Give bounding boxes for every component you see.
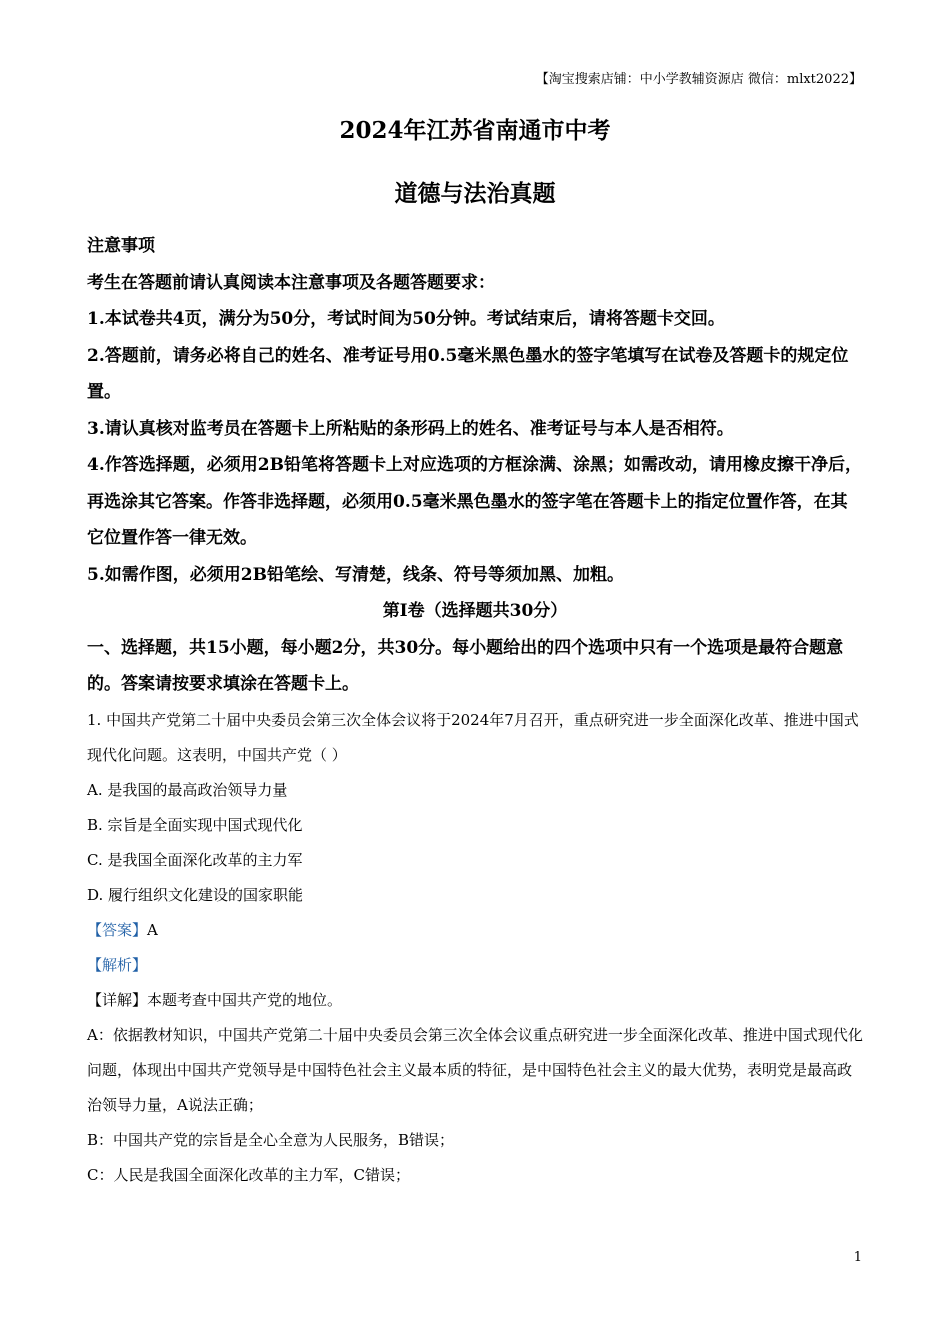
answer-line bbox=[87, 913, 863, 948]
option-a: A. 是我国的最高政治领导力量 bbox=[87, 780, 288, 799]
notice-item: 2.答题前，请务必将自己的姓名、准考证号用0.5毫米黑色墨水的签字笔填写在试卷及答题卡的规定位置。 bbox=[87, 345, 849, 402]
notice-heading: 注意事项 bbox=[87, 236, 155, 256]
document-body bbox=[87, 228, 863, 1193]
section-instruction: 一、选择题，共15小题，每小题2分，共30分。每小题给出的四个选项中只有一个选项是最符合题意的。答案请按要求填涂在答题卡上。 bbox=[87, 637, 844, 694]
notice-intro: 考生在答题前请认真阅读本注意事项及各题答题要求： bbox=[87, 272, 495, 293]
notice-item: 3.请认真核对监考员在答题卡上所粘贴的条形码上的姓名、准考证号与本人是否相符。 bbox=[87, 418, 734, 439]
analysis-tag: 【解析】 bbox=[87, 955, 148, 974]
explanation-a: A：依据教材知识，中国共产党第二十届中央委员会第三次全体会议重点研究进一步全面深化改革、推进中国式现代化问题，体现出中国共产党领导是中国特色社会主义最本质的特征，是中国特色社会主义的最大优势，表明党是最高政治领导力量，A说法正确； bbox=[87, 1025, 863, 1114]
explanation-c: C：人民是我国全面深化改革的主力军，C错误； bbox=[87, 1165, 410, 1184]
detail-line: 【详解】本题考查中国共产党的地位。 bbox=[87, 990, 343, 1009]
question-stem: 1. 中国共产党第二十届中央委员会第三次全体会议将于2024年7月召开，重点研究进一步全面深化改革、推进中国式现代化问题。这表明，中国共产党（ ） bbox=[87, 710, 859, 764]
explanation-b: B：中国共产党的宗旨是全心全意为人民服务，B错误； bbox=[87, 1130, 455, 1149]
notice-item: 1.本试卷共4页，满分为50分，考试时间为50分钟。考试结束后，请将答题卡交回。 bbox=[87, 309, 725, 329]
option-c: C. 是我国全面深化改革的主力军 bbox=[87, 850, 303, 869]
answer-value: A bbox=[147, 920, 158, 939]
section-title: 第Ⅰ卷（选择题共30分） bbox=[382, 601, 568, 621]
notice-item: 4.作答选择题，必须用2B铅笔将答题卡上对应选项的方框涂满、涂黑；如需改动，请用橡皮擦干净后，再选涂其它答案。作答非选择题，必须用0.5毫米黑色墨水的签字笔在答题卡上的指定位置作答，在其它位置作答一律无效。 bbox=[87, 455, 862, 548]
exam-title: 2024年江苏省南通市中考 bbox=[339, 117, 611, 144]
notice-item: 5.如需作图，必须用2B铅笔绘、写清楚，线条、符号等须加黑、加粗。 bbox=[87, 564, 624, 585]
option-b: B. 宗旨是全面实现中国式现代化 bbox=[87, 815, 303, 834]
option-d: D. 履行组织文化建设的国家职能 bbox=[87, 885, 304, 904]
header-note: 【淘宝搜索店铺：中小学教辅资源店 微信：mlxt2022】 bbox=[535, 72, 862, 87]
page-number: 1 bbox=[853, 1250, 862, 1265]
exam-subject-title: 道德与法治真题 bbox=[394, 180, 556, 207]
answer-tag: 【答案】 bbox=[87, 920, 148, 939]
